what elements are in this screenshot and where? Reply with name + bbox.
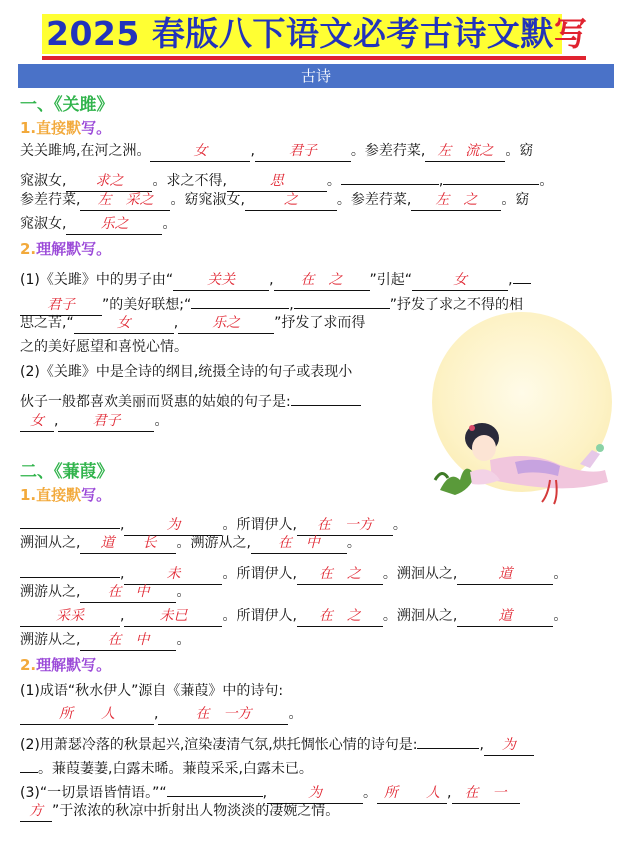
answer-blank: 所 人 <box>377 783 447 804</box>
title-last-char: 写 <box>553 14 588 53</box>
s2-q1-line-b: 所 人 , 在 一方 。 <box>20 703 302 725</box>
answer-blank: 在 之 <box>297 564 383 585</box>
answer-blank: 所 人 <box>20 704 154 725</box>
section-2-sub-2: 2.理解默写。 <box>20 656 112 674</box>
answer-blank: 左 之 <box>411 190 501 211</box>
s2-q1-line-a: (1)成语“秋水伊人”源自《蒹葭》中的诗句: <box>20 683 284 699</box>
s2-q2-line-a: (2)用萧瑟冷落的秋景起兴,渲染凄清气氛,烘托惆怅心情的诗句是: , 为 <box>20 728 534 756</box>
answer-blank: 左 流之 <box>425 141 505 162</box>
answer-blank: 君子 <box>255 141 351 162</box>
answer-blank <box>20 508 120 529</box>
answer-blank <box>291 385 361 406</box>
section-1-heading: 一、《关雎》 <box>20 95 114 115</box>
s2-q3-line-a: (3)“一切景语皆情语。”“ , 为 。 所 人 , 在 一 <box>20 776 520 804</box>
s1-line-1: 关关雎鸠,在河之洲。 女 , 君子 。参差荇菜, 左 流之 。窈 <box>20 140 533 162</box>
s1-line-4: 窕淑女, 乐之 。 <box>20 213 176 235</box>
s1-q1-line-b: 君子 ”的美好联想;“ , ”抒发了求之不得的相 <box>20 288 523 316</box>
section-band: 古诗 <box>18 64 614 88</box>
answer-blank: 乐之 <box>178 313 274 334</box>
answer-blank <box>20 752 38 773</box>
answer-blank: 之 <box>245 190 337 211</box>
answer-blank: 女 <box>20 411 54 432</box>
s1-q1-line-d: 之的美好愿望和喜悦心情。 <box>20 339 188 355</box>
answer-blank <box>20 557 120 578</box>
answer-blank: 为 <box>267 783 363 804</box>
s2-line-1: , 为 。所谓伊人, 在 一方 。 <box>20 508 407 536</box>
page-title <box>42 12 586 56</box>
answer-blank: 在 之 <box>297 606 383 627</box>
title-underline <box>42 56 586 60</box>
answer-blank: 道 长 <box>80 533 176 554</box>
answer-blank <box>167 776 263 797</box>
answer-blank: 左 采之 <box>80 190 170 211</box>
section-1-sub-2: 2.理解默写。 <box>20 240 112 258</box>
answer-blank: 关关 <box>173 270 269 291</box>
answer-blank: 未 <box>124 564 222 585</box>
answer-blank: 君子 <box>20 295 102 316</box>
s1-q2-line-c: 女 , 君子 。 <box>20 410 168 432</box>
title-main: 2025 春版八下语文必考古诗文默 <box>46 14 554 53</box>
section-2-sub-1: 1.直接默写。 <box>20 486 112 504</box>
answer-blank <box>417 728 479 749</box>
s1-line-2: 窕淑女, 求之 。求之不得, 思 。 , 。 <box>20 164 553 192</box>
answer-blank <box>443 164 539 185</box>
lady-illustration <box>430 420 620 510</box>
answer-blank: 在 中 <box>251 533 347 554</box>
s2-line-6: 溯游从之, 在 中 。 <box>20 629 190 651</box>
section-2-heading: 二、《蒹葭》 <box>20 462 114 482</box>
answer-blank: 思 <box>227 171 327 192</box>
s2-line-3: , 未 。所谓伊人, 在 之 。溯洄从之, 道 。 <box>20 557 567 585</box>
s2-line-4: 溯游从之, 在 中 。 <box>20 581 190 603</box>
answer-blank: 君子 <box>58 411 154 432</box>
answer-blank: 道 <box>457 564 553 585</box>
section-1-sub-1: 1.直接默写。 <box>20 119 112 137</box>
answer-blank: 在 中 <box>80 582 176 603</box>
answer-blank: 女 <box>74 313 174 334</box>
s1-q2-line-a: (2)《关雎》中是全诗的纲目,统摄全诗的句子或表现小 <box>20 364 353 380</box>
answer-blank <box>341 164 439 185</box>
s1-q1-line-a: (1)《关雎》中的男子由“ 关关 , 在 之 ”引起“ 女 , <box>20 263 531 291</box>
answer-blank: 为 <box>124 515 222 536</box>
answer-blank: 在 一 <box>452 783 520 804</box>
s2-line-5: 采采 , 未已 。所谓伊人, 在 之 。溯洄从之, 道 。 <box>20 605 567 627</box>
s1-q2-line-b: 伙子一般都喜欢美丽而贤惠的姑娘的句子是: <box>20 385 361 413</box>
answer-blank <box>513 263 531 284</box>
answer-blank: 女 <box>412 270 508 291</box>
answer-blank: 方 <box>20 801 52 822</box>
answer-blank <box>294 288 390 309</box>
s1-line-3: 参差荇菜, 左 采之 。窈窕淑女, 之 。参差荇菜, 左 之 。窈 <box>20 189 529 211</box>
answer-blank: 为 <box>484 735 534 756</box>
answer-blank: 在 一方 <box>297 515 393 536</box>
s2-line-2: 溯洄从之, 道 长 。溯游从之, 在 中 。 <box>20 532 361 554</box>
answer-blank: 道 <box>457 606 553 627</box>
s2-q2-line-b: 。蒹葭萋萋,白露未晞。蒹葭采采,白露未已。 <box>20 752 313 780</box>
answer-blank: 在 一方 <box>158 704 288 725</box>
answer-blank <box>191 288 289 309</box>
answer-blank: 采采 <box>20 606 120 627</box>
s1-q1-line-c: 思之苦,“ 女 , 乐之 ”抒发了求而得 <box>20 312 365 334</box>
answer-blank: 在 之 <box>274 270 370 291</box>
answer-blank: 未已 <box>124 606 222 627</box>
answer-blank: 在 中 <box>80 630 176 651</box>
s2-q3-line-b: 方 ”于浓浓的秋凉中折射出人物淡淡的凄婉之情。 <box>20 800 339 822</box>
answer-blank: 女 <box>150 141 250 162</box>
answer-blank: 乐之 <box>66 214 162 235</box>
answer-blank: 求之 <box>66 171 152 192</box>
